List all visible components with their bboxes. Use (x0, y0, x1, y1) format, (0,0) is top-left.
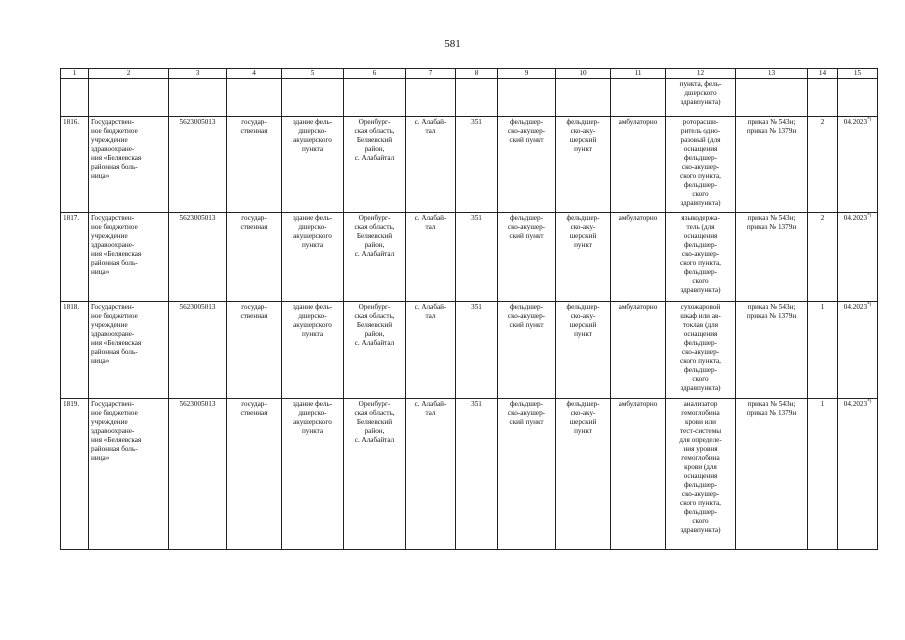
header-cell: 8 (456, 69, 498, 79)
code: 351 (456, 399, 498, 550)
code: 351 (456, 213, 498, 302)
row-number: 1818. (61, 302, 89, 399)
quantity: 1 (808, 399, 838, 550)
header-cell: 13 (736, 69, 808, 79)
care-type: амбулаторно (611, 399, 666, 550)
row-number: 1816. (61, 117, 89, 213)
footnote-mark: *) (867, 302, 872, 308)
header-row (61, 69, 878, 79)
header-cell: 11 (611, 69, 666, 79)
equipment: анализатор гемоглобина крови или тест-системы для определе- ния уровня гемоглобина крови (для оснащения фельдшер- ско-акушер- ского пункта, фельдшер- ского здравпункта) (666, 399, 736, 550)
equipment: языкодержа- тель (для оснащения фельдшер- ско-акушер- ского пункта, фельдшер- ского здравпункта) (666, 213, 736, 302)
ownership: государ- ственная (227, 302, 282, 399)
equipment: сухожаровой шкаф или ав- токлав (для оснащения фельдшер- ско-акушер- ского пункта, фельдшер- ского здравпункта) (666, 302, 736, 399)
table-row (61, 399, 878, 550)
unit-type: фельдшер- ско-акушер- ский пункт (498, 399, 556, 550)
care-type: амбулаторно (611, 213, 666, 302)
care-type: амбулаторно (611, 302, 666, 399)
address: Оренбург- ская область, Беляевский район, с. Алабайтал (344, 117, 406, 213)
header-cell: 10 (556, 69, 611, 79)
locality: с. Алабай- тал (406, 213, 456, 302)
header-cell: 14 (808, 69, 838, 79)
continuation-row (61, 79, 878, 117)
order: приказ № 543н; приказ № 1379н (736, 399, 808, 550)
order: приказ № 543н; приказ № 1379н (736, 302, 808, 399)
header-cell: 7 (406, 69, 456, 79)
footnote-mark: *) (867, 117, 872, 123)
care-type: амбулаторно (611, 117, 666, 213)
date-cell (838, 117, 878, 213)
inn: 5623005013 (169, 302, 227, 399)
locality: с. Алабай- тал (406, 302, 456, 399)
unit-type: фельдшер- ско-акушер- ский пункт (498, 302, 556, 399)
continuation-equipment: пункта, фель- дшерского здравпункта) (666, 79, 736, 117)
building: здание фель- дшерско- акушерского пункта (282, 302, 344, 399)
code: 351 (456, 302, 498, 399)
registry-table (60, 68, 878, 550)
quantity: 2 (808, 213, 838, 302)
building: здание фель- дшерско- акушерского пункта (282, 399, 344, 550)
header-cell: 4 (227, 69, 282, 79)
date-cell (838, 213, 878, 302)
date-cell (838, 302, 878, 399)
footnote-mark: *) (867, 399, 872, 405)
header-cell: 9 (498, 69, 556, 79)
quantity: 2 (808, 117, 838, 213)
unit-name: фельдшер- ско-аку- шерский пункт (556, 399, 611, 550)
building: здание фель- дшерско- акушерского пункта (282, 117, 344, 213)
header-cell: 2 (89, 69, 169, 79)
unit-name: фельдшер- ско-аку- шерский пункт (556, 213, 611, 302)
address: Оренбург- ская область, Беляевский район, с. Алабайтал (344, 302, 406, 399)
table-row (61, 117, 878, 213)
order: приказ № 543н; приказ № 1379н (736, 117, 808, 213)
organization: Государствен- ное бюджетное учреждение здравоохране- ния «Беляевская районная боль- ница» (89, 302, 169, 399)
order: приказ № 543н; приказ № 1379н (736, 213, 808, 302)
table-row (61, 213, 878, 302)
ownership: государ- ственная (227, 213, 282, 302)
table-row (61, 302, 878, 399)
header-cell: 5 (282, 69, 344, 79)
header-cell: 3 (169, 69, 227, 79)
organization: Государствен- ное бюджетное учреждение здравоохране- ния «Беляевская районная боль- ница» (89, 213, 169, 302)
page-number: 581 (444, 38, 461, 50)
locality: с. Алабай- тал (406, 117, 456, 213)
quantity: 1 (808, 302, 838, 399)
footnote-mark: *) (867, 213, 872, 219)
inn: 5623005013 (169, 399, 227, 550)
ownership: государ- ственная (227, 399, 282, 550)
equipment: ротоpасши- ритель одно- разовый (для оснащения фельдшер- ско-акушер- ского пункта, фельдшер- ского здравпункта) (666, 117, 736, 213)
unit-type: фельдшер- ско-акушер- ский пункт (498, 213, 556, 302)
organization: Государствен- ное бюджетное учреждение здравоохране- ния «Беляевская районная боль- ница» (89, 117, 169, 213)
code: 351 (456, 117, 498, 213)
row-number: 1819. (61, 399, 89, 550)
address: Оренбург- ская область, Беляевский район, с. Алабайтал (344, 399, 406, 550)
date: 04.2023 (843, 118, 868, 126)
date: 04.2023 (843, 303, 868, 311)
unit-type: фельдшер- ско-акушер- ский пункт (498, 117, 556, 213)
unit-name: фельдшер- ско-аку- шерский пункт (556, 302, 611, 399)
row-number: 1817. (61, 213, 89, 302)
header-cell: 15 (838, 69, 878, 79)
inn: 5623005013 (169, 213, 227, 302)
header-cell: 6 (344, 69, 406, 79)
date-cell (838, 399, 878, 550)
ownership: государ- ственная (227, 117, 282, 213)
unit-name: фельдшер- ско-аку- шерский пункт (556, 117, 611, 213)
date: 04.2023 (843, 214, 868, 222)
organization: Государствен- ное бюджетное учреждение здравоохране- ния «Беляевская районная боль- ница» (89, 399, 169, 550)
inn: 5623005013 (169, 117, 227, 213)
locality: с. Алабай- тал (406, 399, 456, 550)
date: 04.2023 (843, 400, 868, 408)
building: здание фель- дшерско- акушерского пункта (282, 213, 344, 302)
address: Оренбург- ская область, Беляевский район, с. Алабайтал (344, 213, 406, 302)
header-cell: 12 (666, 69, 736, 79)
header-cell: 1 (61, 69, 89, 79)
